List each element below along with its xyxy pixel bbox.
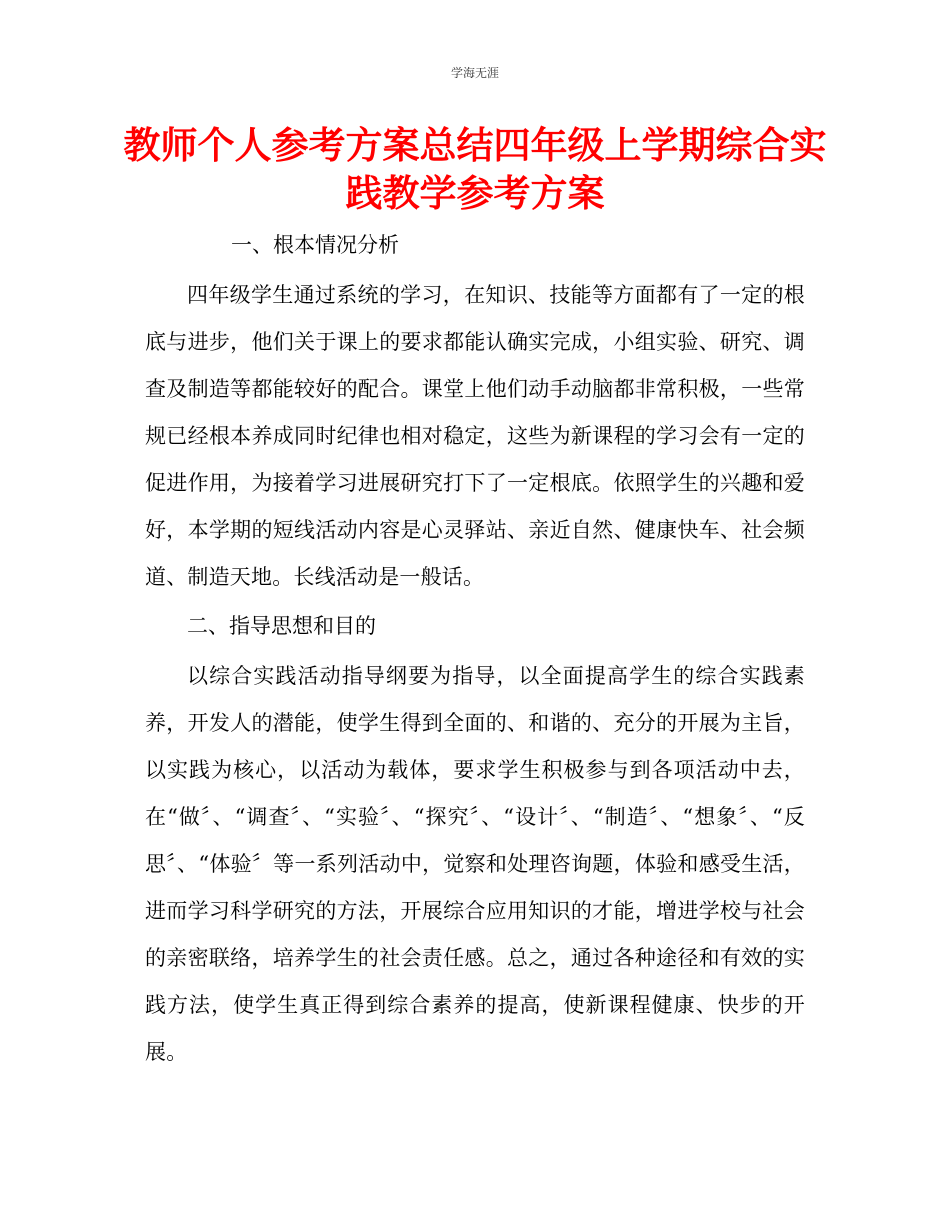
header-watermark: 学海无涯: [450, 66, 499, 80]
document-body: [145, 222, 805, 1076]
section-heading-guiding-ideas: 二、指导思想和目的: [187, 614, 376, 638]
section-paragraph-basic-situation: 四年级学生通过系统的学习，在知识、技能等方面都有了一定的根底与进步，他们关于课上的要求都能认确实完成，小组实验、研究、调查及制造等都能较好的配合。课堂上他们动手动脑都非常积极，一些常规已经根本养成同时纪律也相对稳定，这些为新课程的学习会有一定的促进作用，为接着学习进展研究打下了一定根底。依照学生的兴趣和爱好，本学期的短线活动内容是心灵驿站、亲近自然、健康快车、社会频道、制造天地。长线活动是一般话。: [145, 283, 805, 589]
section-heading-basic-situation: 一、根本情况分析: [231, 233, 399, 257]
document-title: 教师个人参考方案总结四年级上学期综合实践教学参考方案: [123, 124, 827, 215]
section-paragraph-guiding-ideas: 以综合实践活动指导纲要为指导，以全面提高学生的综合实践素养，开发人的潜能，使学生得到全面的、和谐的、充分的开展为主旨，以实践为核心，以活动为载体，要求学生积极参与到各项活动中去，在“做〞、“调查〞、“实验〞、“探究〞、“设计〞、“制造〞、“想象〞、“反思〞、“体验〞等一系列活动中，觉察和处理咨询题，体验和感受生活，进而学习科学研究的方法，开展综合应用知识的才能，增进学校与社会的亲密联络，培养学生的社会责任感。总之，通过各种途径和有效的实践方法，使学生真正得到综合素养的提高，使新课程健康、快步的开展。: [145, 664, 805, 1064]
